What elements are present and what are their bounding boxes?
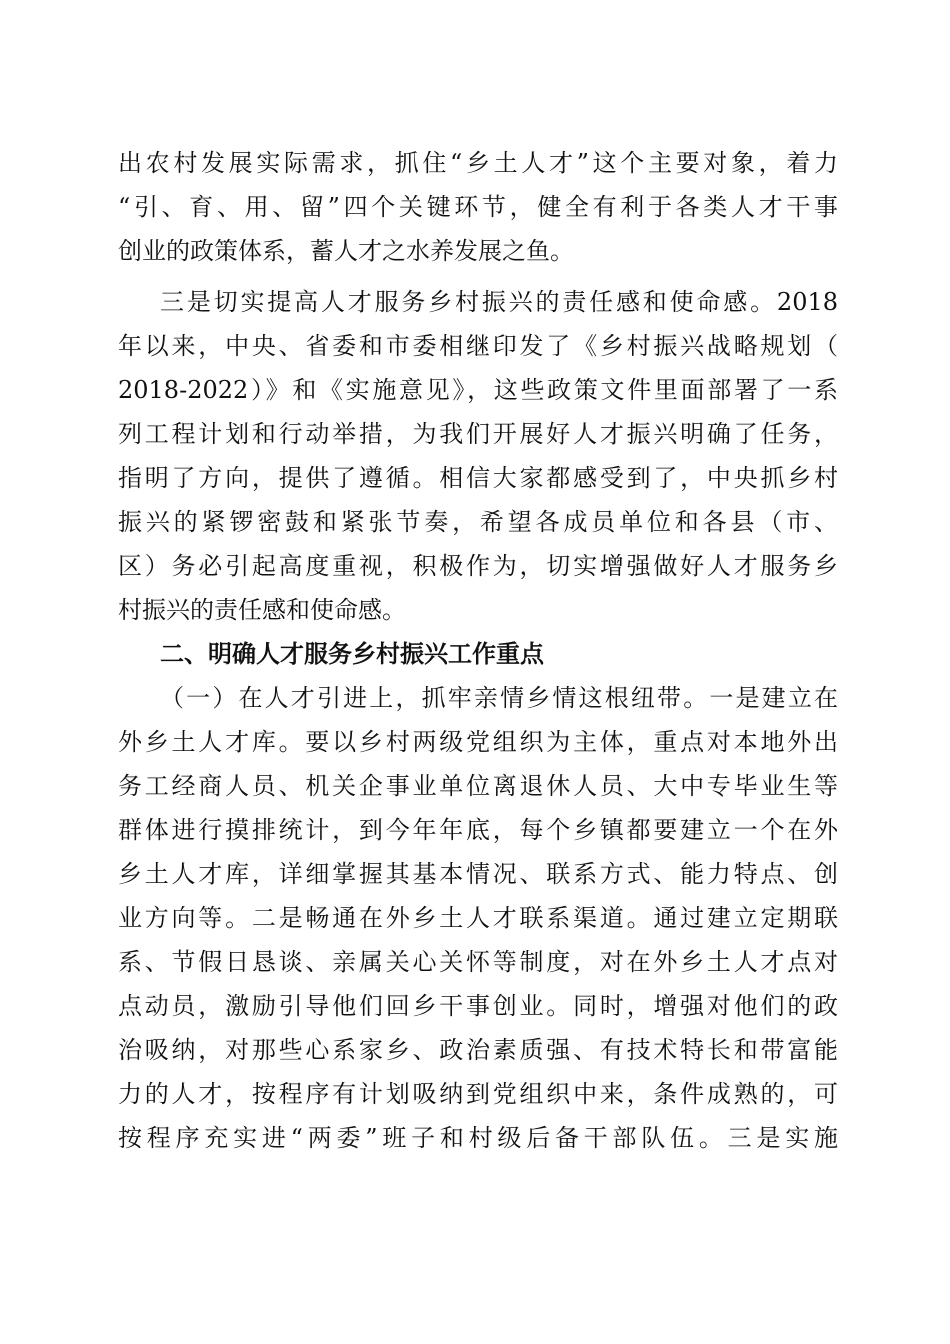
paragraph-line: 乡土人才库，详细掌握其基本情况、联系方式、能力特点、创 <box>118 860 838 888</box>
paragraph-line: 系、节假日恳谈、亲属关心关怀等制度，对在外乡土人才点对 <box>118 948 838 976</box>
section-heading: 二、明确人才服务乡村振兴工作重点 <box>160 640 544 668</box>
paragraph-line: 指明了方向，提供了遵循。相信大家都感受到了，中央抓乡村 <box>118 464 838 492</box>
paragraph-line: 点动员，激励引导他们回乡干事创业。同时，增强对他们的政 <box>118 992 838 1020</box>
paragraph-line: 村振兴的责任感和使命感。 <box>118 596 406 624</box>
paragraph-line: 区）务必引起高度重视，积极作为，切实增强做好人才服务乡 <box>118 552 838 580</box>
paragraph-line: 按程序充实进“两委”班子和村级后备干部队伍。三是实施 <box>118 1124 838 1152</box>
paragraph-line: 群体进行摸排统计，到今年年底，每个乡镇都要建立一个在外 <box>118 816 838 844</box>
paragraph-line: 列工程计划和行动举措，为我们开展好人才振兴明确了任务， <box>118 420 838 448</box>
paragraph-line: 振兴的紧锣密鼓和紧张节奏，希望各成员单位和各县（市、 <box>118 508 838 536</box>
paragraph-line: 2018-2022）》和《实施意见》，这些政策文件里面部署了一系 <box>118 376 838 404</box>
paragraph-line: （一）在人才引进上，抓牢亲情乡情这根纽带。一是建立在 <box>160 684 838 712</box>
paragraph-line: “引、育、用、留”四个关键环节，健全有利于各类人才干事 <box>118 193 838 221</box>
paragraph-line: 治吸纳，对那些心系家乡、政治素质强、有技术特长和带富能 <box>118 1036 838 1064</box>
paragraph-line: 创业的政策体系，蓄人才之水养发展之鱼。 <box>118 237 574 265</box>
paragraph-line: 三是切实提高人才服务乡村振兴的责任感和使命感。2018 <box>160 288 838 316</box>
paragraph-line: 外乡土人才库。要以乡村两级党组织为主体，重点对本地外出 <box>118 728 838 756</box>
paragraph-line: 出农村发展实际需求，抓住“乡土人才”这个主要对象，着力 <box>118 149 838 177</box>
paragraph-line: 年以来，中央、省委和市委相继印发了《乡村振兴战略规划（ <box>118 332 838 360</box>
paragraph-line: 力的人才，按程序有计划吸纳到党组织中来，条件成熟的，可 <box>118 1080 838 1108</box>
paragraph-line: 业方向等。二是畅通在外乡土人才联系渠道。通过建立定期联 <box>118 904 838 932</box>
paragraph-line: 务工经商人员、机关企事业单位离退休人员、大中专毕业生等 <box>118 772 838 800</box>
